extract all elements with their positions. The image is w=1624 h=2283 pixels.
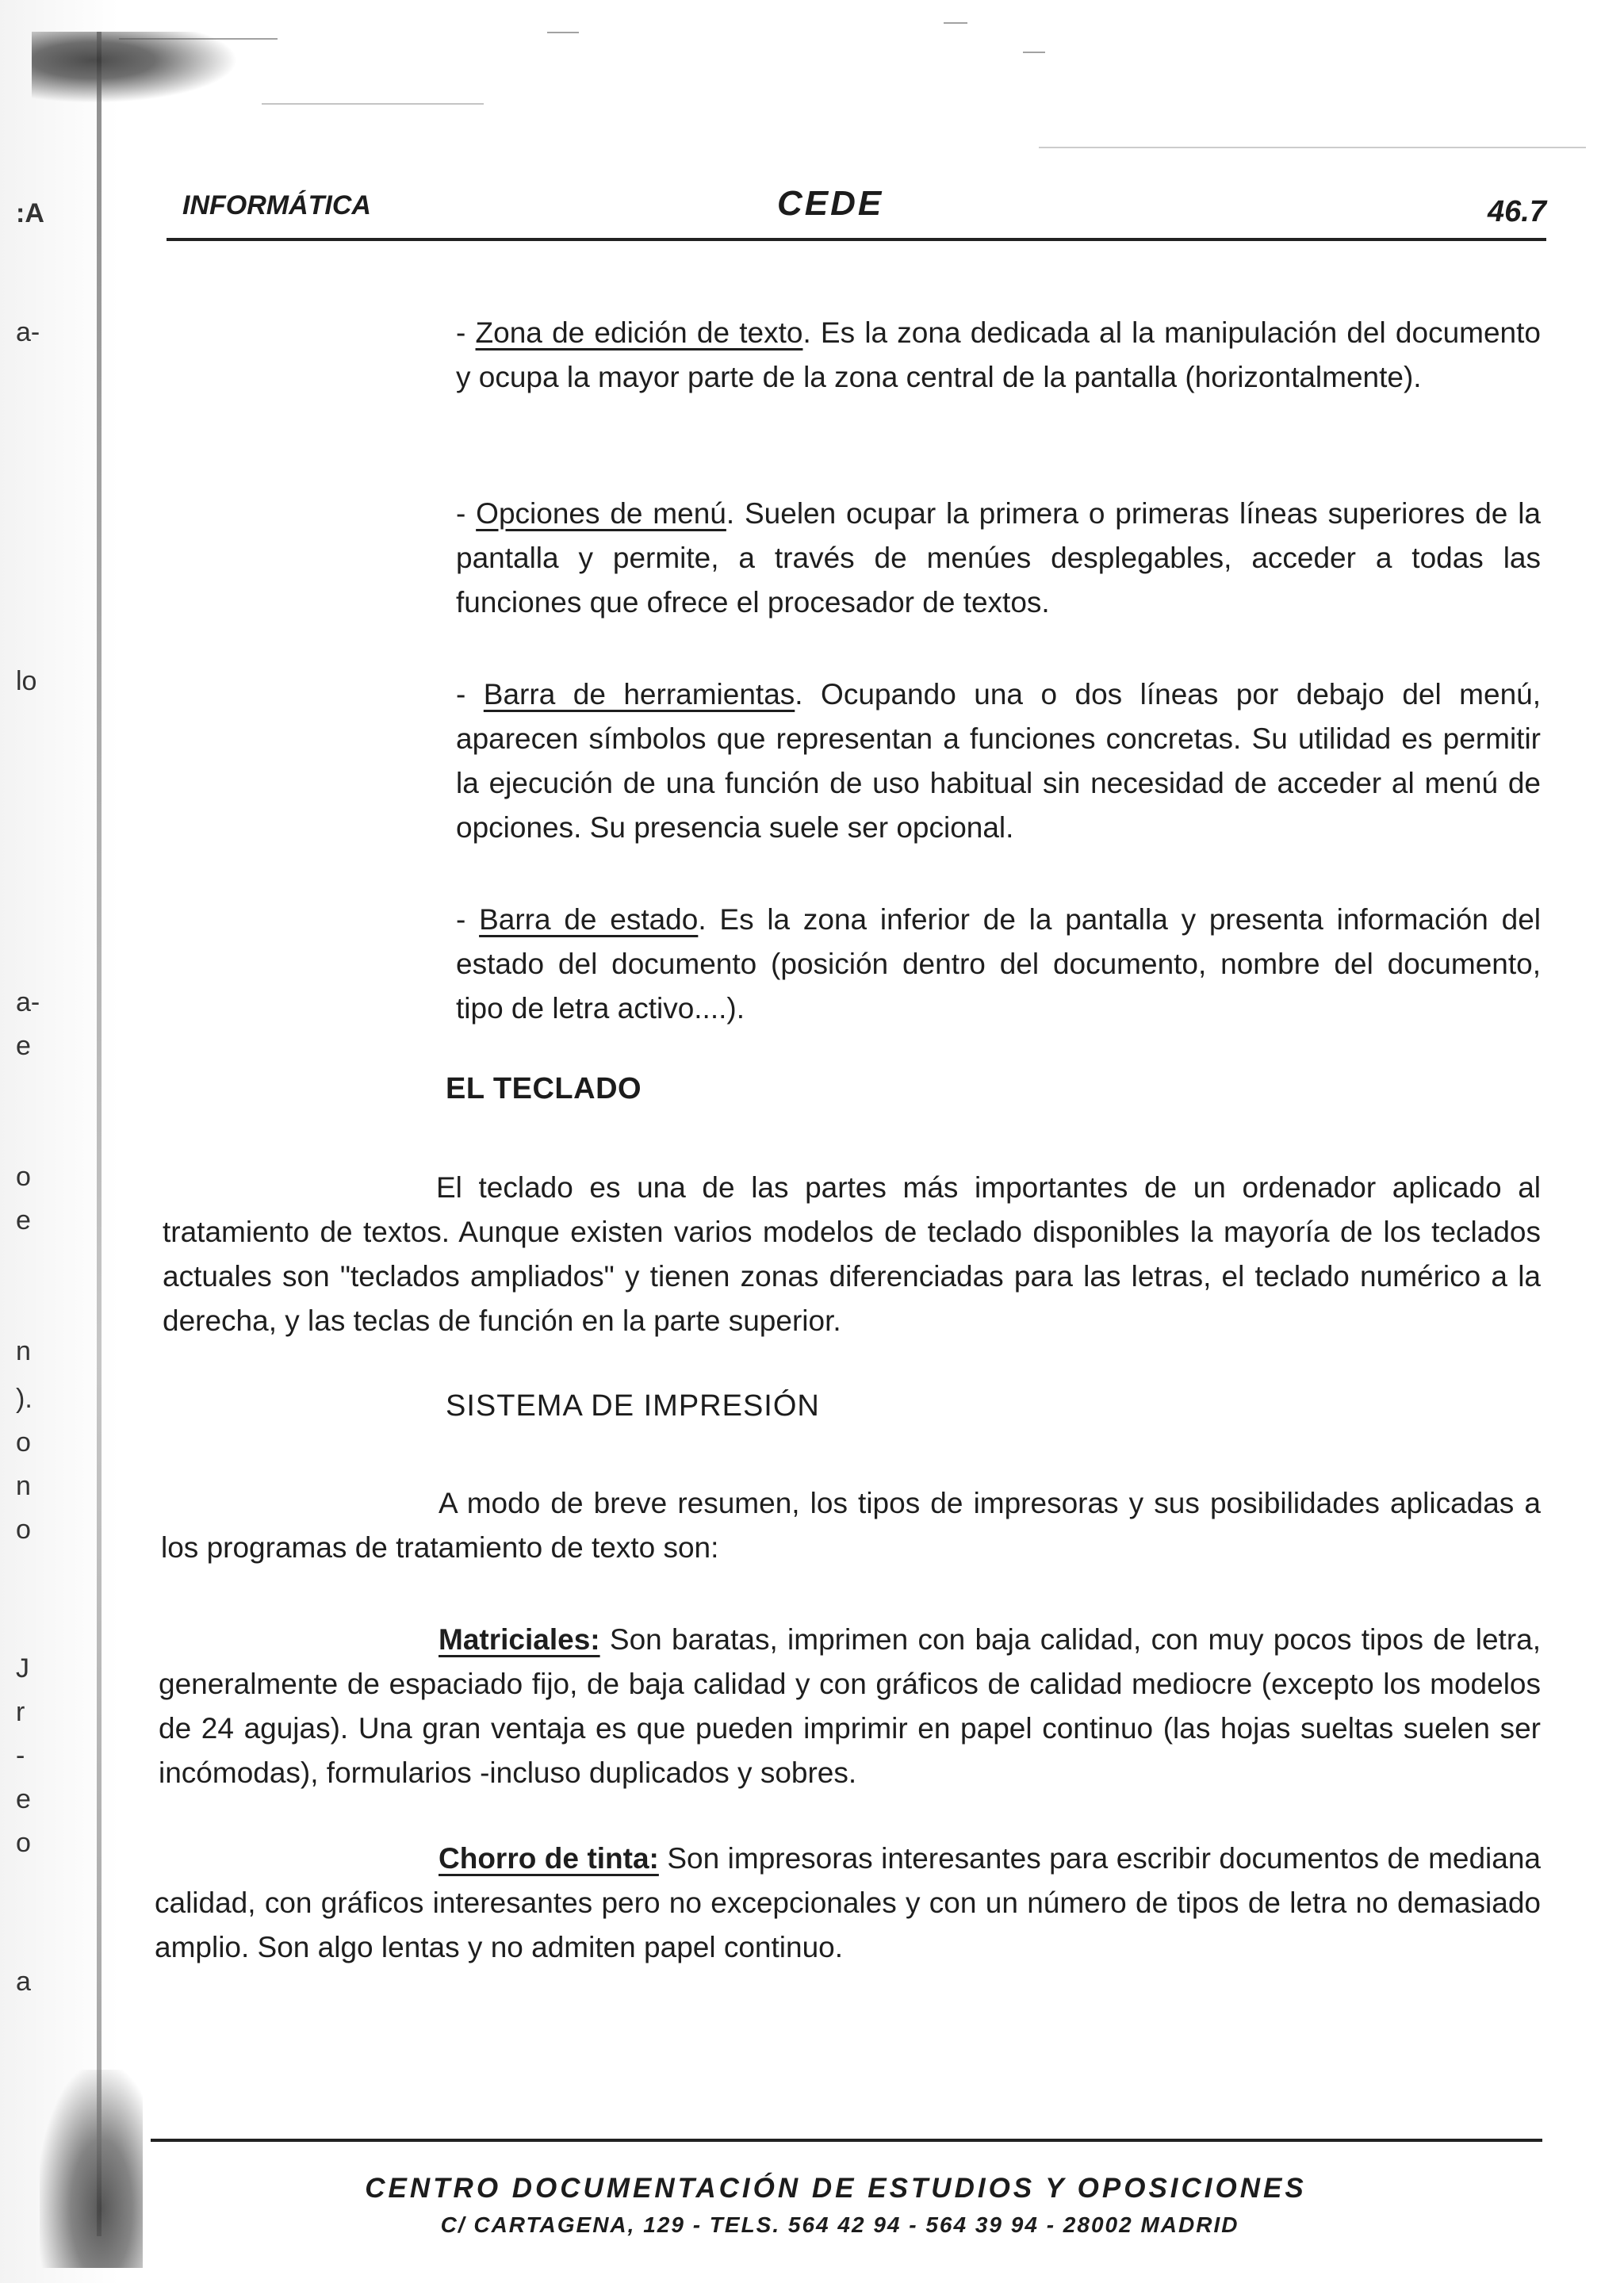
item-dash: - <box>456 316 476 349</box>
item-opciones-menu <box>456 492 1541 625</box>
margin-fragment: e <box>16 1205 31 1235</box>
scan-mark <box>1039 147 1586 148</box>
margin-fragment: r <box>16 1697 25 1727</box>
margin-fragment: J <box>16 1653 29 1684</box>
item-dash: - <box>456 678 484 711</box>
margin-fragment: a <box>16 1967 31 1997</box>
item-barra-estado <box>456 898 1541 1031</box>
item-description: . Ocupando una o dos líneas por debajo del menú, aparecen símbolos que representan a funciones concretas. Su utilidad es permitir la ejecución de una función de uso habitual sin necesidad de acceder al menú de opciones. Su presencia suele ser opcional. <box>456 678 1541 844</box>
margin-fragment: ). <box>16 1384 33 1414</box>
item-description: . Suelen ocupar la primera o primeras líneas superiores de la pantalla y permite, a través de menúes desplegables, acceder a todas las funciones que ofrece el procesador de textos. <box>456 497 1541 619</box>
footer-rule <box>151 2139 1542 2142</box>
item-term: Opciones de menú <box>476 497 726 530</box>
header-subject: INFORMÁTICA <box>182 190 371 220</box>
item-description: . Es la zona inferior de la pantalla y presenta información del estado del documento (posición dentro del documento, nombre del documento, tipo de letra activo....). <box>456 903 1541 1025</box>
footer-address: C/ CARTAGENA, 129 - TELS. 564 42 94 - 564 39 94 - 28002 MADRID <box>440 2212 1239 2237</box>
footer-organization: CENTRO DOCUMENTACIÓN DE ESTUDIOS Y OPOSICIONES <box>365 2173 1307 2204</box>
scan-mark <box>547 32 579 33</box>
margin-fragment: n <box>16 1336 31 1366</box>
paragraph-text: Son baratas, imprimen con baja calidad, con muy pocos tipos de letra, generalmente de espaciado fijo, de baja calidad y con gráficos de calidad mediocre (excepto los modelos de 24 agujas). Una gran ventaja es que pueden imprimir en papel continuo (las hojas sueltas suelen ser incómodas), formularios -incluso duplicados y sobres. <box>159 1623 1541 1789</box>
item-dash: - <box>456 903 480 936</box>
margin-fragment: e <box>16 1031 31 1061</box>
margin-fragment: o <box>16 1427 31 1458</box>
paragraph-text: El teclado es una de las partes más importantes de un ordenador aplicado al tratamiento de textos. Aunque existen varios modelos de teclado disponibles la mayoría de los teclados actuales son "teclados ampliados" y tienen zonas diferenciadas para las letras, el teclado numérico a la derecha, y las teclas de función en la parte superior. <box>163 1171 1541 1337</box>
scan-smudge-top <box>32 32 238 103</box>
binding-edge <box>97 32 102 2236</box>
printer-type-term: Chorro de tinta: <box>439 1842 659 1875</box>
item-term: Barra de herramientas <box>483 678 795 711</box>
margin-fragment: o <box>16 1828 31 1858</box>
margin-fragment: n <box>16 1471 31 1501</box>
margin-fragment: :A <box>16 198 44 228</box>
scan-mark <box>262 103 484 105</box>
paragraph-matriciales <box>159 1618 1541 1795</box>
header-rule <box>167 238 1546 241</box>
margin-fragment: e <box>16 1784 31 1814</box>
margin-fragment: lo <box>16 666 37 696</box>
item-zona-edicion <box>456 311 1541 400</box>
scan-mark <box>944 22 967 24</box>
printer-type-term: Matriciales: <box>439 1623 600 1656</box>
item-barra-herramientas <box>456 672 1541 850</box>
item-dash: - <box>456 497 477 530</box>
section-heading-impresion: SISTEMA DE IMPRESIÓN <box>446 1389 820 1423</box>
margin-fragment: - <box>16 1741 25 1771</box>
paragraph-text: A modo de breve resumen, los tipos de impresoras y sus posibilidades aplicadas a los programas de tratamiento de texto son: <box>161 1487 1541 1564</box>
scan-smudge-bottom <box>40 2070 143 2268</box>
page-header <box>167 184 1546 232</box>
page-number: 46.7 <box>1488 195 1546 228</box>
item-term: Barra de estado <box>479 903 699 936</box>
header-publisher: CEDE <box>777 184 884 223</box>
paragraph-impresion <box>161 1481 1541 1570</box>
margin-fragment: o <box>16 1515 31 1545</box>
item-term: Zona de edición de texto <box>475 316 803 349</box>
paragraph-text: Son impresoras interesantes para escribir documentos de mediana calidad, con gráficos interesantes pero no excepcionales y con un número de tipos de letra no demasiado amplio. Son algo lentas y no admiten papel continuo. <box>155 1842 1542 1963</box>
margin-fragment: a- <box>16 987 40 1017</box>
margin-fragment: a- <box>16 317 40 347</box>
paragraph-chorro-tinta <box>155 1837 1541 1970</box>
scan-mark <box>1023 52 1045 53</box>
margin-fragment: o <box>16 1162 31 1192</box>
paragraph-teclado <box>163 1166 1541 1343</box>
section-heading-teclado: EL TECLADO <box>446 1072 642 1105</box>
item-description: . Es la zona dedicada al la manipulación del documento y ocupa la mayor parte de la zona central de la pantalla (horizontalmente). <box>456 316 1541 393</box>
scan-mark <box>119 38 278 40</box>
